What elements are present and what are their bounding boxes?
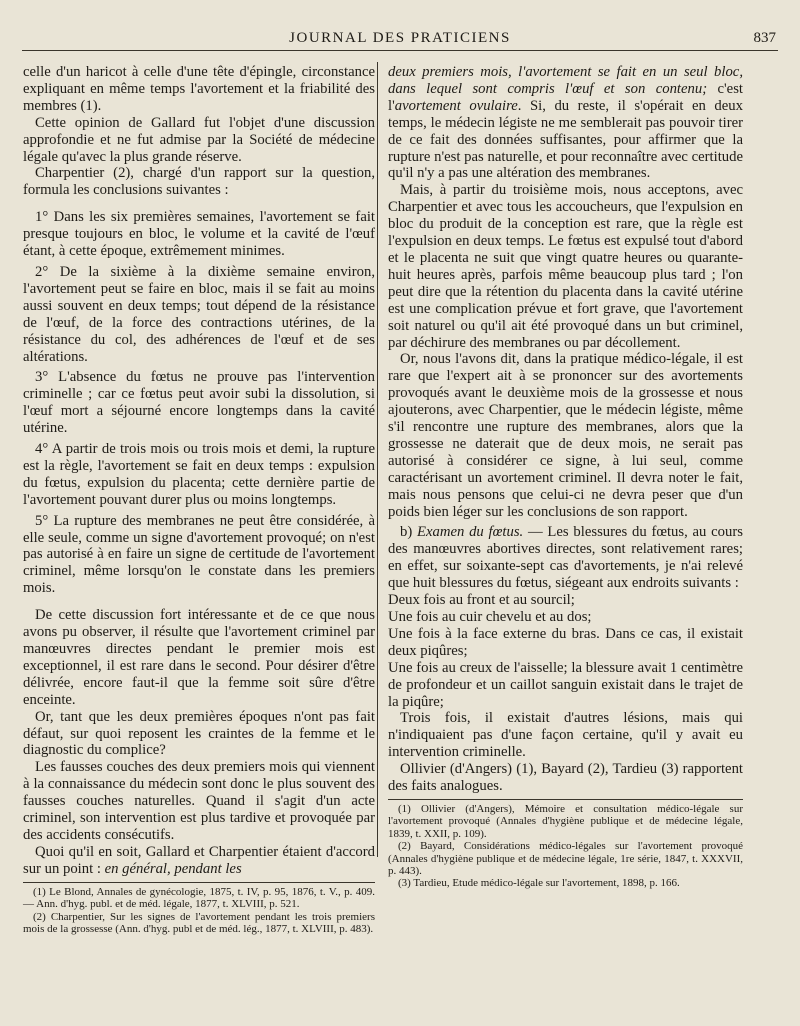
section-paragraph xyxy=(388,524,743,592)
footnote: (1) Le Blond, Annales de gynécologie, 1875, t. IV, p. 95, 1876, t. V., p. 409. — Ann. d'hyg. publ. et de méd. légale, 1877, t. XLVIII, p. 521. xyxy=(23,885,375,911)
footnote-rule xyxy=(388,799,743,800)
paragraph-text: Quoi qu'il en soit, Gallard et Charpentier étaient d'accord sur un point : xyxy=(23,843,375,877)
paragraph xyxy=(388,64,743,182)
journal-title: JOURNAL DES PRATICIENS xyxy=(289,30,511,46)
right-column xyxy=(388,64,743,890)
column-divider xyxy=(377,62,378,857)
conclusion-item: 4° A partir de trois mois ou trois mois et demi, la rupture est la règle, l'avortement se fait en deux temps : expulsion du fœtus, expulsion du placenta; cette dernière partie de l'avortement pouvant durer plus ou moins longtemps. xyxy=(23,441,375,508)
footnote: (1) Ollivier (d'Angers), Mémoire et consultation médico-légale sur l'avortement provoqué (Annales d'hygiène publique et de médecine légale, 1839, t. XXII, p. 109). xyxy=(388,802,743,840)
italic-text: deux premiers mois, l'avortement se fait en un seul bloc, dans lequel sont compris l'œuf et son contenu; xyxy=(388,64,743,97)
paragraph-text: c'est l' xyxy=(388,80,743,114)
footnote: (3) Tardieu, Etude médico-légale sur l'avortement, 1898, p. 166. xyxy=(398,877,680,890)
list-item: Trois fois, il existait d'autres lésions, mais qui n'indiquaient pas d'une façon certaine, qu'il y avait eu intervention criminelle. xyxy=(388,710,743,761)
paragraph: Cette opinion de Gallard fut l'objet d'une discussion approfondie et ne fut admise par la Société de médecine légale qu'avec la plus grande réserve. xyxy=(23,114,375,165)
italic-text: en général, pendant les xyxy=(104,860,242,877)
conclusion-item: 1° Dans les six premières semaines, l'avortement se fait presque toujours en bloc, le volume et la cavité de l'œuf étant, à cette époque, extrêmement minimes. xyxy=(23,209,375,260)
section-heading: Examen du fœtus. xyxy=(417,524,524,541)
footnote-rule xyxy=(23,882,375,883)
italic-text: avortement ovulaire xyxy=(394,97,518,114)
paragraph: Ollivier (d'Angers) (1), Bayard (2), Tardieu (3) rapportent des faits analogues. xyxy=(388,761,743,795)
list-item: Une fois au cuir chevelu et au dos; xyxy=(388,609,592,625)
left-column xyxy=(23,64,375,935)
conclusion-item: 5° La rupture des membranes ne peut être considérée, à elle seule, comme un signe d'avortement provoqué; on n'est pas autorisé à en faire un signe de certitude de l'avortement criminel, même lorsqu'on le constate dans les premiers mois. xyxy=(23,512,375,597)
footnote: (2) Bayard, Considérations médico-légales sur l'avortement provoqué (Annales d'hygiène publique et de médecine légale, 1re série, 1847, t. XXXVII, p. 443). xyxy=(388,840,743,877)
paragraph xyxy=(23,844,375,878)
paragraph: De cette discussion fort intéressante et de ce que nous avons pu observer, il résulte que l'avortement criminel par manœuvres directes pendant le premier mois est exceptionnel, il est rare dans le second. Pour désirer d'être délivrée, encore faut-il que la femme soit sûre d'être enceinte. xyxy=(23,607,375,708)
paragraph: Charpentier (2), chargé d'un rapport sur la question, formula les conclusions suivantes : xyxy=(23,165,375,199)
page-number: 837 xyxy=(753,30,776,46)
paragraph: celle d'un haricot à celle d'une tête d'épingle, circonstance expliquant en même temps l'avortement et la friabilité des membres (1). xyxy=(23,64,375,114)
list-item: Deux fois au front et au sourcil; xyxy=(388,592,575,609)
section-label: b) xyxy=(400,524,417,541)
paragraph: Mais, à partir du troisième mois, nous acceptons, avec Charpentier et avec tous les accoucheurs, que l'expulsion en bloc du produit de la conception est rare, que la règle est l'expulsion en deux temps. Le fœtus est expulsé tout d'abord et le placenta ne suit que vingt quatre heures ou quarante-huit heures après, parfois même beaucoup plus tard ; l'on peut dire que la rétention du placenta dans la cavité utérine est une complication prévue et fort grave, que l'avortement soit naturel ou qu'il ait été provoqué dans un but criminel, par déchirure des membranes ou par décollement. xyxy=(388,182,743,351)
list-item: Une fois à la face externe du bras. Dans ce cas, il existait deux piqûres; xyxy=(388,625,743,659)
paragraph: Les fausses couches des deux premiers mois qui viennent à la connaissance du médecin sont donc le plus souvent des fausses couches naturelles. Quand il s'agit d'un acte criminel, son intervention est plus tardive et provoquée par des accidents consécutifs. xyxy=(23,759,375,843)
paragraph-text: . Si, du reste, il s'opérait en deux temps, le médecin légiste ne me semblerait pas pouvoir tirer de ce fait des données suffisantes, pour affirmer que la rupture n'est pas naturelle, et pour reconnaître avec certitude qu'il n'y a pas une altération des membranes. xyxy=(388,97,743,182)
conclusion-item: 3° L'absence du fœtus ne prouve pas l'intervention criminelle ; car ce fœtus peut avoir subi la dissolution, si l'œuf mort a séjourné encore longtemps dans la cavité utérine. xyxy=(23,369,375,437)
running-head xyxy=(22,28,778,51)
conclusion-item: 2° De la sixième à la dixième semaine environ, l'avortement peut se faire en bloc, mais il se fait au moins aussi souvent en deux temps; tout dépend de la résistance de l'œuf, de la force des contractions utérines, de la résistance du col, des adhérences de l'œuf et de ses altérations. xyxy=(23,263,375,365)
paragraph: Or, nous l'avons dit, dans la pratique médico-légale, il est rare que l'expert ait à se prononcer sur des avortements provoqués avant le deuxième mois de la grossesse et nous ajouterons, avec Charpentier, que le médecin légiste, même s'il rencontre une rupture des membranes, alors que la grossesse ne daterait que de deux mois, ne serait pas autorisé à considérer ce signe, à lui seul, comme caractérisant un avortement criminel. Il devra noter le fait, mais nous pensons que celui-ci ne devra peser que d'un poids bien léger sur les conclusions de son rapport. xyxy=(388,351,743,520)
paragraph: Or, tant que les deux premières époques n'ont pas fait défaut, sur quoi reposent les craintes de la femme et le diagnostic du complice? xyxy=(23,708,375,759)
list-item: Une fois au creux de l'aisselle; la blessure avait 1 centimètre de profondeur et un caillot sanguin existait dans le trajet de la piqûre; xyxy=(388,659,743,710)
paragraph-text: — Les blessures du fœtus, au cours des manœuvres abortives directes, sont relativement rares; en effet, sur soixante-sept cas d'avortements, je n'ai relevé que huit blessures du fœtus, siégeant aux endroits suivants : xyxy=(388,524,743,592)
footnote: (2) Charpentier, Sur les signes de l'avortement pendant les trois premiers mois de la grossesse (Ann. d'hyg. publ et de méd. lég., 1877, t. XLVIII, p. 483). xyxy=(23,910,375,935)
